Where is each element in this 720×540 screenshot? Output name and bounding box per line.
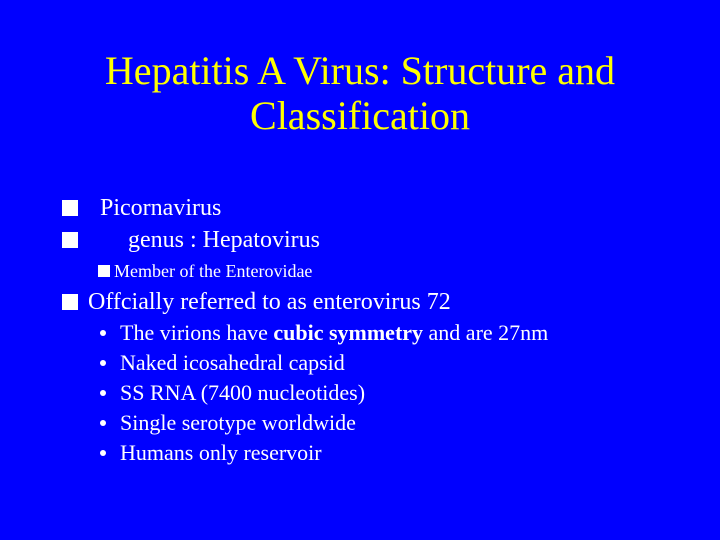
checkbox-square-icon [62,232,78,248]
list-item-picornavirus [62,194,362,222]
checkbox-square-icon [62,200,78,216]
list-item-text: Member of the Enterovidae [114,261,313,281]
bullet-text [120,318,548,348]
bullet-text: Humans only reservoir [120,440,322,465]
list-item-enterovirus-72 [62,288,542,316]
list-item-text: Offcially referred to as enterovirus 72 [88,289,451,315]
dot-icon [100,420,106,426]
bullet-item-serotype [100,408,620,438]
list-item-enterovidae [98,260,398,282]
dot-icon [100,360,106,366]
bullet-item-virions [100,318,620,348]
bullet-text: Naked icosahedral capsid [120,350,345,375]
bullet-text-pre: The virions have [120,320,274,345]
checkbox-square-icon [62,294,78,310]
dot-icon [100,390,106,396]
checkbox-square-icon [98,265,110,277]
bullet-text: SS RNA (7400 nucleotides) [120,380,366,405]
dot-icon [100,450,106,456]
bullet-item-reservoir [100,438,620,468]
list-item-text: genus : Hepatovirus [128,227,320,253]
bullet-text-bold: cubic symmetry [273,320,424,345]
list-item-genus [62,226,382,254]
slide-title: Hepatitis A Virus: Structure and Classification [104,48,616,138]
bullet-text-post: and are 27nm [423,320,549,345]
bullet-item-capsid [100,348,620,378]
dot-icon [100,330,106,336]
bullet-item-rna [100,378,620,408]
list-item-text: Picornavirus [100,195,222,221]
bullet-text: Single serotype worldwide [120,410,356,435]
